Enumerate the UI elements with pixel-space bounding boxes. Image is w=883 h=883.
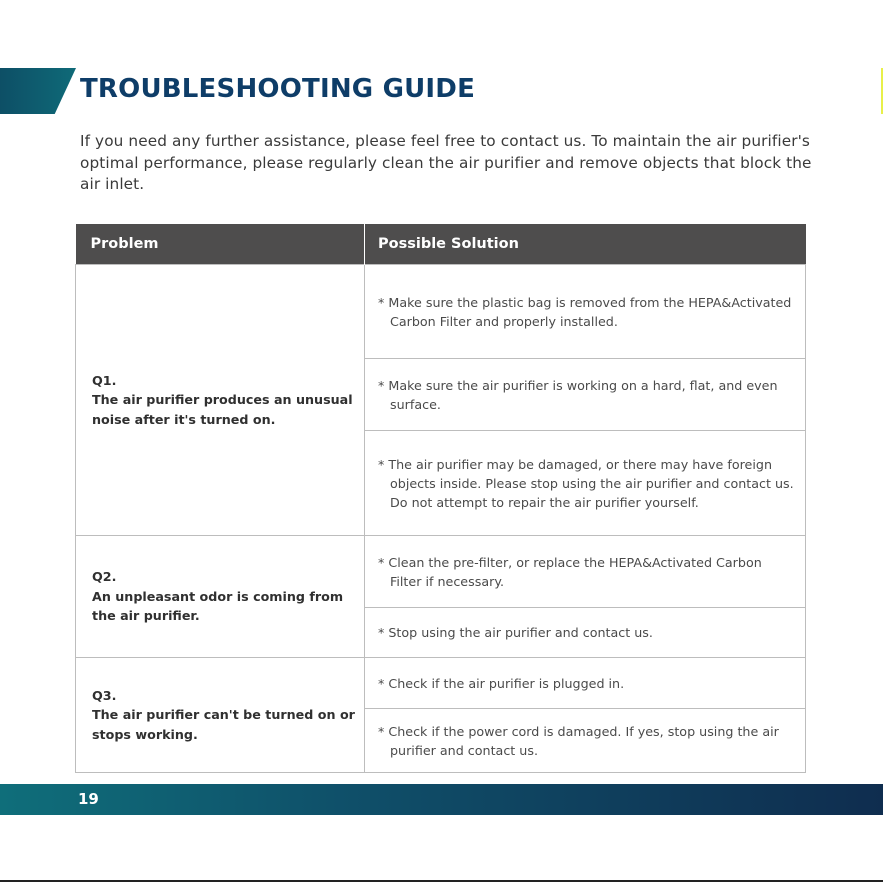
problem-text: The air purifier can't be turned on or stops working. <box>92 707 355 742</box>
problem-cell-q3 <box>76 658 365 773</box>
table-row <box>76 658 806 709</box>
solution-cell <box>365 265 806 359</box>
solution-cell <box>365 359 806 431</box>
troubleshooting-table <box>75 224 806 773</box>
question-number: Q2. <box>92 569 117 585</box>
solution-cell <box>365 536 806 608</box>
solution-text: * Stop using the air purifier and contact us. <box>378 625 653 640</box>
solution-column-header: Possible Solution <box>365 224 806 265</box>
solution-cell <box>365 431 806 536</box>
question-number: Q1. <box>92 372 117 388</box>
solution-text: * Check if the air purifier is plugged in. <box>378 675 625 691</box>
problem-cell-q1 <box>76 265 365 536</box>
solution-text: * The air purifier may be damaged, or there may have foreign objects inside. Please stop using the air purifier and contact us. Do not attempt to repair the air purifier yourself. <box>378 456 794 510</box>
question-number: Q3. <box>92 687 117 703</box>
problem-cell-q2 <box>76 536 365 658</box>
solution-cell <box>365 608 806 658</box>
title-accent-tab <box>0 68 76 114</box>
table-row <box>76 265 806 359</box>
problem-column-header: Problem <box>76 224 365 265</box>
bottom-rule <box>0 880 883 882</box>
page-number: 19 <box>78 790 99 808</box>
solution-text: * Make sure the plastic bag is removed from the HEPA&Activated Carbon Filter and properly installed. <box>378 294 792 329</box>
table-header-row <box>76 224 806 265</box>
problem-text: The air purifier produces an unusual noise after it's turned on. <box>92 392 353 427</box>
solution-text: * Make sure the air purifier is working on a hard, flat, and even surface. <box>378 377 778 412</box>
table-row <box>76 536 806 608</box>
solution-text: * Clean the pre-filter, or replace the HEPA&Activated Carbon Filter if necessary. <box>378 554 762 589</box>
page-title: TROUBLESHOOTING GUIDE <box>80 74 476 104</box>
problem-text: An unpleasant odor is coming from the air purifier. <box>92 588 344 624</box>
solution-cell <box>365 658 806 709</box>
footer-bar <box>0 784 883 815</box>
solution-text: * Check if the power cord is damaged. If yes, stop using the air purifier and contact us. <box>378 723 779 758</box>
intro-paragraph: If you need any further assistance, please feel free to contact us. To maintain the air purifier's optimal performance, please regularly clean the air purifier and remove objects that block the air inlet. <box>80 132 812 193</box>
solution-cell <box>365 709 806 773</box>
